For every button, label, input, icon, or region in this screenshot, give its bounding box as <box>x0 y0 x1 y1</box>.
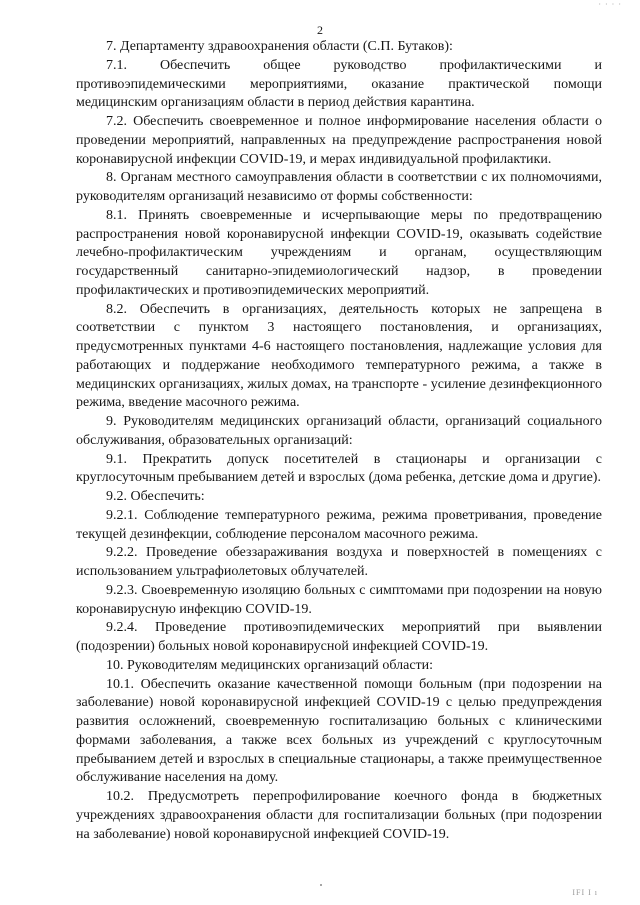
paragraph-9-2: 9.2. Обеспечить: <box>106 489 205 504</box>
document-body <box>76 38 602 844</box>
paragraph-10-1: 10.1. Обеспечить оказание качественной помощи больным (при подозрении на заболевание) новой коронавирусной инфекцией COVID-19 с целью предупреждения развития осложнений, своевременную госпитализацию больных с клиническими формами заболевания, а также всех больных из учреждений с круглосуточным пребыванием детей и взрослых в специальные стационары, а также преимущественное обслуживание населения на дому. <box>76 676 602 786</box>
paragraph-7-2: 7.2. Обеспечить своевременное и полное информирование населения области о проведении мероприятий, направленных на предупреждение распространения новой коронавирусной инфекции COVID-19, и мерах индивидуальной профилактики. <box>76 114 602 167</box>
paragraph-9-1: 9.1. Прекратить допуск посетителей в стационары и организации с круглосуточным пребыванием детей и взрослых (дома ребенка, детские дома и другие). <box>76 451 602 486</box>
scan-speck <box>320 884 322 886</box>
paragraph-8: 8. Органам местного самоуправления области в соответствии с их полномочиями, руководителям организаций независимо от формы собственности: <box>76 170 602 204</box>
paragraph-9-2-3: 9.2.3. Своевременную изоляцию больных с симптомами при подозрении на новую коронавирусную инфекцию COVID-19. <box>76 582 602 617</box>
paragraph-10: 10. Руководителям медицинских организаций области: <box>106 657 434 673</box>
paragraph-10-2: 10.2. Предусмотреть перепрофилирование коечного фонда в бюджетных учреждениях здравоохранения области для госпитализации больных (при подозрении на заболевание) новой коронавирусной инфекцией COVID-19. <box>76 789 602 842</box>
paragraph-9-2-2: 9.2.2. Проведение обеззараживания воздуха и поверхностей в помещениях с использованием ультрафиолетовых облучателей. <box>76 545 602 579</box>
paragraph-9-2-1: 9.2.1. Соблюдение температурного режима, режима проветривания, проведение текущей дезинфекции, соблюдение персоналом масочного режима. <box>76 507 602 542</box>
paragraph-8-2: 8.2. Обеспечить в организациях, деятельность которых не запрещена в соответствии с пунктом 3 настоящего постановления, и организациях, предусмотренных пунктами 4-6 настоящего постановления, надлежащие условия для работающих и поддержание необходимого температурного режима, а также в медицинских организациях, жилых домах, на транспорте - усиление дезинфекционного режима, введение масочного режима. <box>76 301 602 411</box>
paragraph-9: 9. Руководителям медицинских организаций области, организаций социального обслуживания, образовательных организаций: <box>76 414 602 448</box>
scan-corner-mark: · · · · <box>598 0 622 9</box>
paragraph-7-1: 7.1. Обеспечить общее руководство профилактическими и противоэпидемическими мероприятиями, оказание практической помощи медицинским организациям области в период действия карантина. <box>76 57 602 111</box>
paragraph-7: 7. Департаменту здравоохранения области (С.П. Бутаков): <box>106 39 453 54</box>
paragraph-8-1: 8.1. Принять своевременные и исчерпывающие меры по предотвращению распространения новой коронавирусной инфекции COVID-19, оказывать содействие лечебно-профилактическим учреждениям и органам, осуществляющим государственный санитарно-эпидемиологический надзор, в проведении профилактических и противоэпидемических мероприятий. <box>76 207 602 298</box>
scan-bottom-mark: IFI I ı <box>572 888 598 897</box>
paragraph-9-2-4: 9.2.4. Проведение противоэпидемических мероприятий при выявлении (подозрении) больных новой коронавирусной инфекцией COVID-19. <box>76 620 602 654</box>
page-number: 2 <box>317 23 323 37</box>
